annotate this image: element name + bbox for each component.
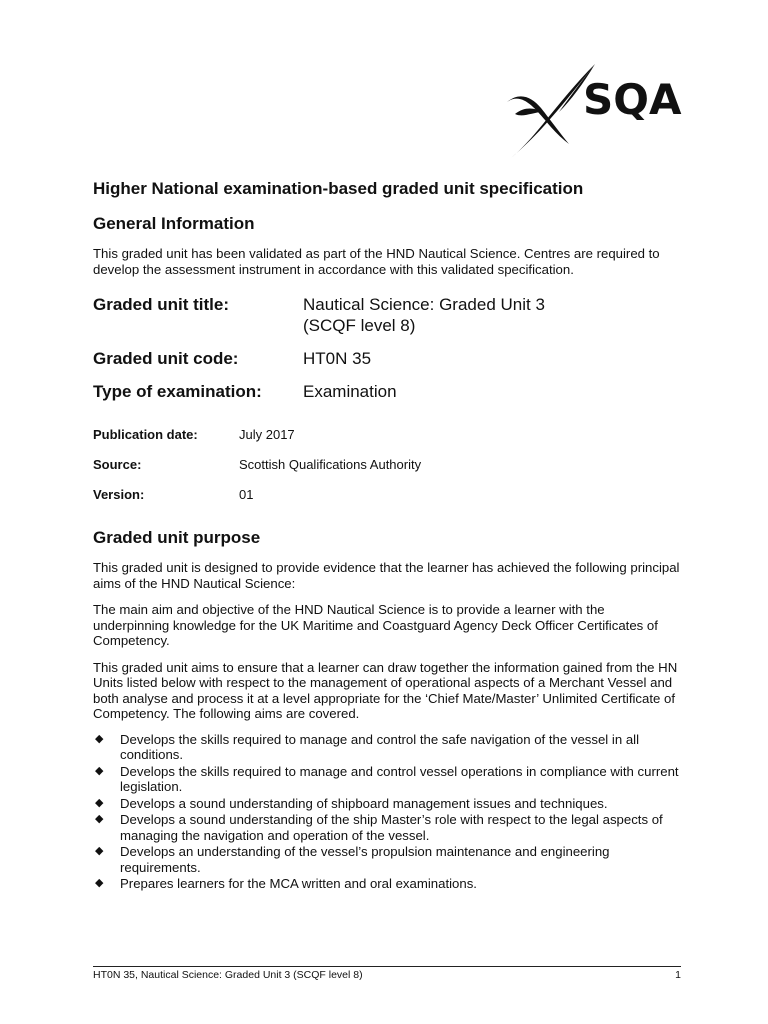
diamond-bullet-icon: ◆ — [95, 796, 104, 809]
aim-text: Develops an understanding of the vessel’s propulsion maintenance and engineering requirements. — [120, 844, 610, 875]
purpose-paragraph-2: The main aim and objective of the HND Nautical Science is to provide a learner with the underpinning knowledge for the UK Maritime and Coastguard Agency Deck Officer Certificates of Competency. — [93, 602, 658, 648]
diamond-bullet-icon: ◆ — [95, 732, 104, 745]
list-item — [93, 844, 683, 875]
aim-text: Develops the skills required to manage and control the safe navigation of the vessel in all conditions. — [120, 731, 640, 762]
list-item — [93, 812, 683, 843]
diamond-bullet-icon: ◆ — [95, 877, 104, 889]
aim-text: Develops a sound understanding of shipboard management issues and techniques. — [120, 795, 608, 811]
publication-date-value: July 2017 — [239, 427, 295, 442]
version-label: Version: — [93, 487, 145, 502]
exam-type-row — [93, 381, 683, 402]
unit-title-label: Graded unit title: — [93, 295, 229, 314]
exam-type-value: Examination — [303, 382, 397, 401]
publication-date-label: Publication date: — [93, 427, 198, 442]
version-row — [93, 487, 683, 503]
footer-divider — [93, 966, 681, 967]
purpose-paragraph-3: This graded unit aims to ensure that a learner can draw together the information gained from the HN Units listed below with respect to the management of operational aspects of a Merchant Vessel and both analyse and process it at a level appropriate for the ‘Chief Mate/Master’ Unlimited Certificate of Competency. The following aims are covered. — [93, 659, 678, 721]
page-number: 1 — [675, 969, 681, 981]
document-title: Higher National examination-based graded unit specification — [93, 179, 584, 198]
purpose-heading: Graded unit purpose — [93, 528, 261, 547]
publication-date-row — [93, 427, 683, 443]
unit-code-row — [93, 348, 683, 369]
aim-text: Prepares learners for the MCA written and oral examinations. — [120, 876, 477, 891]
unit-title-value — [303, 294, 683, 336]
unit-title-row — [93, 294, 683, 336]
general-information-heading: General Information — [93, 214, 255, 233]
sqa-logo — [503, 62, 693, 160]
diamond-bullet-icon: ◆ — [95, 845, 104, 857]
diamond-bullet-icon: ◆ — [95, 813, 104, 825]
page-footer — [93, 969, 681, 981]
unit-code-value: HT0N 35 — [303, 349, 372, 368]
general-information-intro: This graded unit has been validated as part of the HND Nautical Science. Centres are required to develop the assessment instrument in accordance with this validated specification. — [93, 246, 660, 277]
aim-text: Develops a sound understanding of the ship Master’s role with respect to the legal aspects of managing the navigation and operation of the vessel. — [120, 812, 663, 843]
diamond-bullet-icon: ◆ — [95, 764, 104, 777]
list-item — [93, 876, 683, 892]
exam-type-label: Type of examination: — [93, 382, 262, 401]
publication-details — [93, 427, 683, 503]
source-value: Scottish Qualifications Authority — [239, 457, 422, 472]
purpose-paragraph-1: This graded unit is designed to provide evidence that the learner has achieved the following principal aims of the HND Nautical Science: — [93, 560, 680, 591]
aims-list — [93, 732, 683, 892]
sqa-logo-text: SQA — [583, 75, 682, 124]
unit-details — [93, 294, 683, 402]
list-item — [93, 764, 683, 795]
footer-text: HT0N 35, Nautical Science: Graded Unit 3 (SCQF level 8) — [93, 969, 363, 981]
source-row — [93, 457, 683, 473]
list-item — [93, 796, 683, 812]
sqa-saltire-icon — [503, 62, 693, 160]
version-value: 01 — [239, 487, 254, 502]
list-item — [93, 732, 683, 763]
unit-title-value-line: Nautical Science: Graded Unit 3 — [303, 295, 545, 314]
unit-title-value-line: (SCQF level 8) — [303, 316, 416, 335]
source-label: Source: — [93, 457, 142, 472]
aim-text: Develops the skills required to manage and control vessel operations in compliance with current legislation. — [120, 763, 679, 794]
unit-code-label: Graded unit code: — [93, 349, 239, 368]
document-body — [93, 178, 683, 893]
